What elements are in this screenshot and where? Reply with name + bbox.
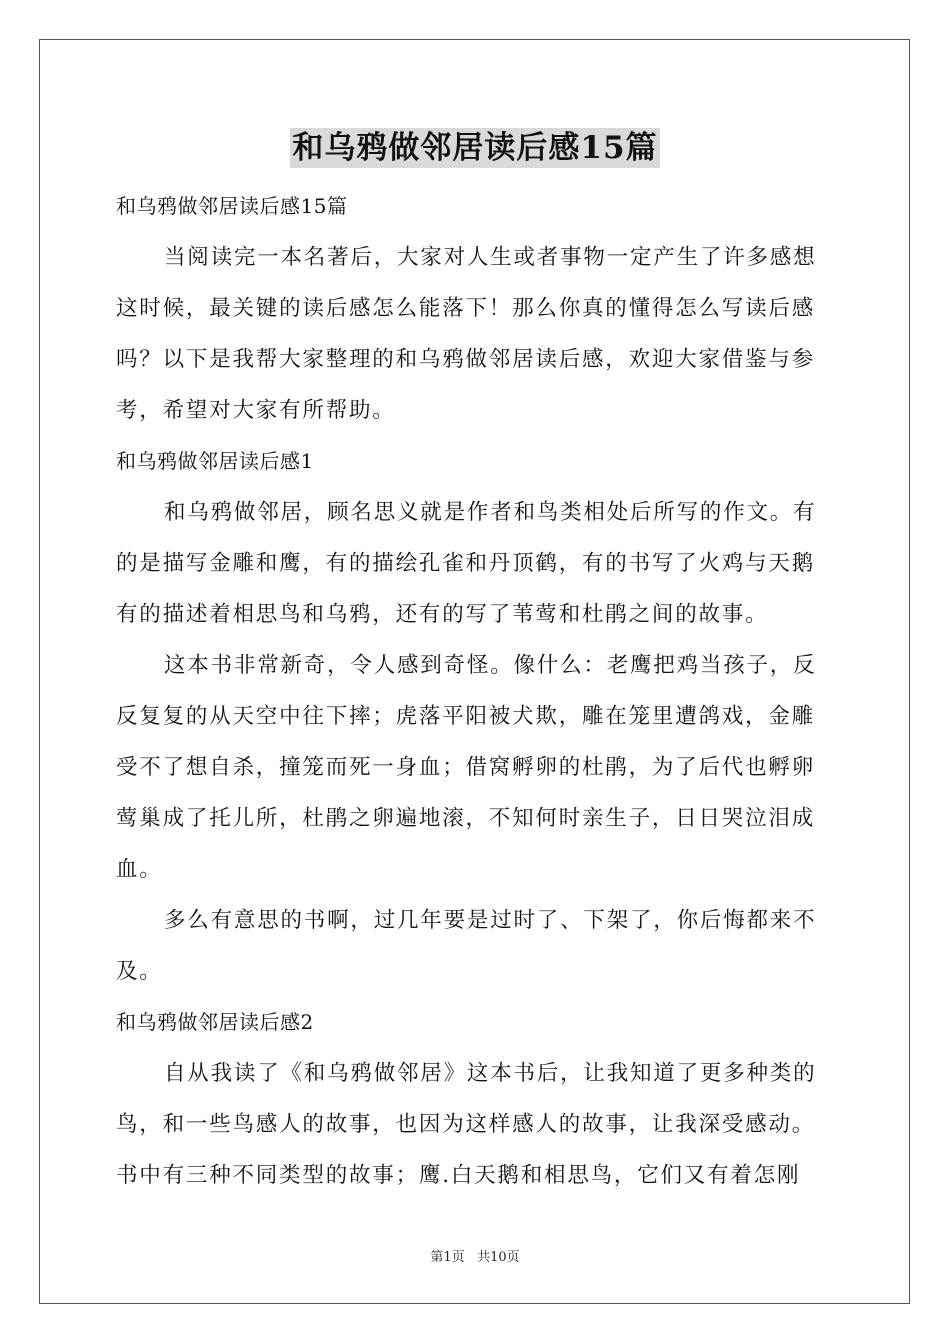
- title-container: [0, 128, 950, 168]
- paragraph-line: 反复复的从天空中往下摔；虎落平阳被犬欺，雕在笼里遭鸽戏，金雕: [116, 704, 816, 729]
- page-number: 第1页: [430, 1250, 465, 1265]
- section-heading: 和乌鸦做邻居读后感2: [116, 1010, 314, 1034]
- document-body: [116, 181, 836, 1201]
- paragraph-line: 及。: [116, 959, 163, 984]
- section-heading: 和乌鸦做邻居读后感1: [116, 449, 314, 473]
- document-title: 和乌鸦做邻居读后感15篇: [292, 130, 658, 166]
- paragraph-line: 莺巢成了托儿所，杜鹃之卵遍地滚，不知何时亲生子，日日哭泣泪成: [116, 806, 816, 831]
- intro-line: 吗？以下是我帮大家整理的和乌鸦做邻居读后感，欢迎大家借鉴与参: [116, 347, 816, 372]
- paragraph-line: 这本书非常新奇，令人感到奇怪。像什么：老鹰把鸡当孩子，反: [164, 653, 817, 678]
- paragraph-line: 的是描写金雕和鹰，有的描绘孔雀和丹顶鹤，有的书写了火鸡与天鹅: [116, 551, 816, 576]
- page-total: 共10页: [477, 1250, 520, 1265]
- document-subtitle: 和乌鸦做邻居读后感15篇: [116, 194, 348, 218]
- paragraph-line: 和乌鸦做邻居，顾名思义就是作者和鸟类相处后所写的作文。有: [164, 500, 817, 525]
- intro-line: 这时候，最关键的读后感怎么能落下！那么你真的懂得怎么写读后感: [116, 296, 816, 321]
- intro-line: 当阅读完一本名著后，大家对人生或者事物一定产生了许多感想: [164, 245, 817, 270]
- page-footer: [0, 1246, 950, 1265]
- paragraph-line: 有的描述着相思鸟和乌鸦，还有的写了苇莺和杜鹃之间的故事。: [116, 602, 769, 627]
- intro-line: 考，希望对大家有所帮助。: [116, 398, 396, 423]
- paragraph-line: 书中有三种不同类型的故事；鹰.白天鹅和相思鸟，它们又有着怎刚: [116, 1163, 801, 1188]
- paragraph-line: 血。: [116, 857, 163, 882]
- paragraph-line: 受不了想自杀，撞笼而死一身血；借窝孵卵的杜鹃，为了后代也孵卵: [116, 755, 816, 780]
- paragraph-line: 鸟，和一些鸟感人的故事，也因为这样感人的故事，让我深受感动。: [116, 1112, 816, 1137]
- paragraph-line: 自从我读了《和乌鸦做邻居》这本书后，让我知道了更多种类的: [164, 1061, 817, 1086]
- paragraph-line: 多么有意思的书啊，过几年要是过时了、下架了，你后悔都来不: [164, 908, 817, 933]
